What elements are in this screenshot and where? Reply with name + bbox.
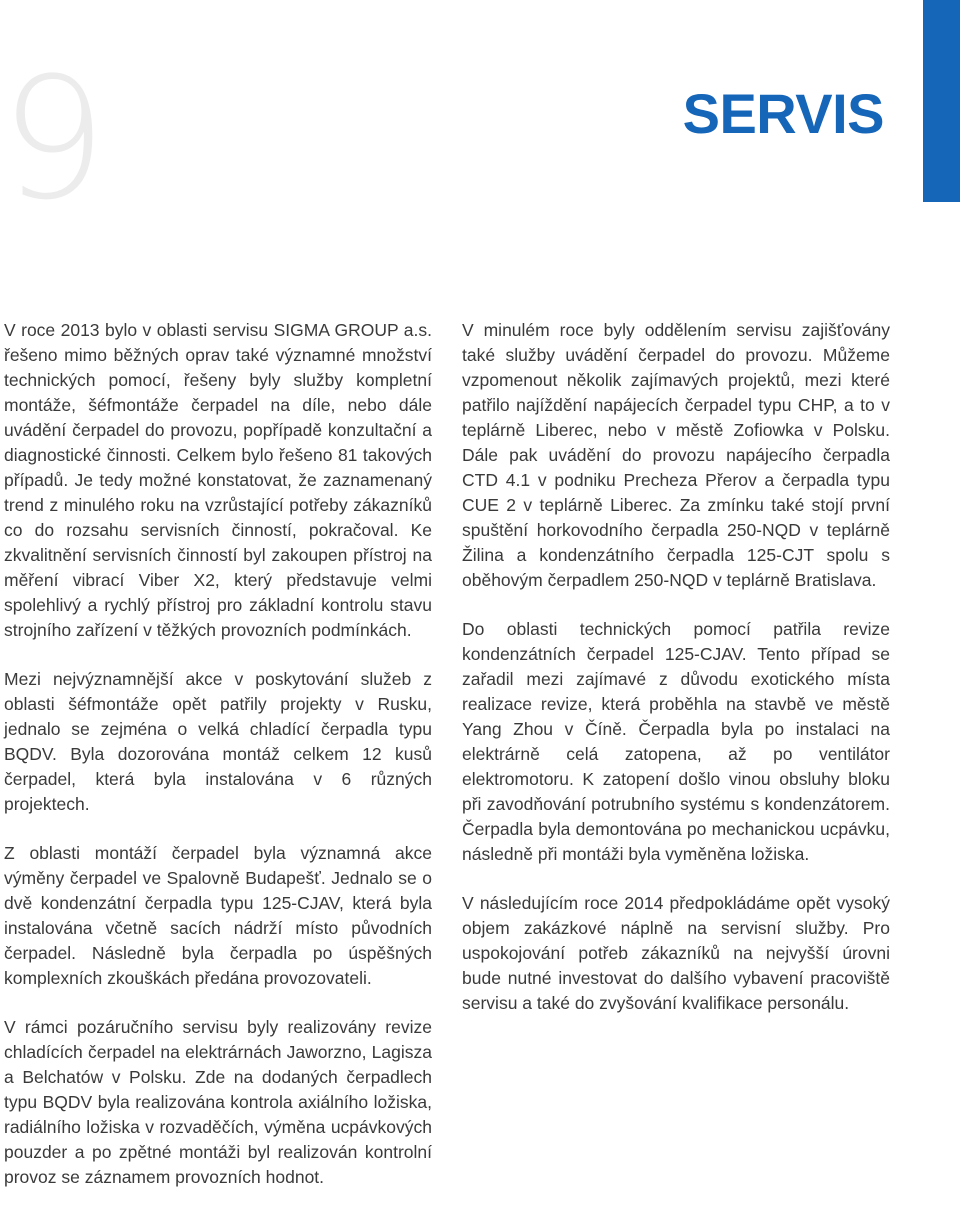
paragraph-post-warranty-poland: V rámci pozáručního servisu byly realizovány revize chladících čerpadel na elektrárnách Jaworzno, Lagisza a Belchatów v Polsku. Zde na dodaných čerpadlech typu BQDV byla realizována kontrola axiálního ložiska, radiálního ložiska v rozvaděčích, výměna ucpávkových pouzder a po zpětné montáži byl realizován kontrolní provoz se záznamem provozních hodnot. [4, 1017, 432, 1187]
paragraph-outlook-2014: V následujícím roce 2014 předpokládáme opět vysoký objem zakázkové náplně na servisní služby. Pro uspokojování potřeb zákazníků na nejvyšší úrovni bude nutné investovat do dalšího vybavení pracoviště servisu a také do zvyšování kvalifikace personálu. [462, 893, 890, 1013]
paragraph-commissioning: V minulém roce byly oddělením servisu zajišťovány také služby uvádění čerpadel do provozu. Můžeme vzpomenout několik zajímavých projektů, mezi které patřilo najíždění napájecích čerpadel typu CHP, a to v teplárně Liberec, nebo v městě Zofiowka v Polsku. Dále pak uvádění do provozu napájecího čerpadla CTD 4.1 v podniku Precheza Přerov a čerpadla typu CUE 2 v teplárně Liberec. Za zmínku také stojí první spuštění horkovodního čerpadla 250-NQD v teplárně Žilina a kondenzátního čerpadla 125-CJT spolu s oběhovým čerpadlem 250-NQD v teplárně Bratislava. [462, 320, 890, 590]
paragraph-budapest-installation: Z oblasti montáží čerpadel byla významná akce výměny čerpadel ve Spalovně Budapešť. Jednalo se o dvě kondenzátní čerpadla typu 125-CJAV, která byla instalována včetně sacích nádrží místo původních čerpadel. Následně byla čerpadla po úspěšných komplexních zkouškách předána provozovateli. [4, 843, 432, 988]
chapter-number: 9 [0, 41, 103, 237]
paragraph-technical-assistance-china: Do oblasti technických pomocí patřila revize kondenzátních čerpadel 125-CJAV. Tento případ se zařadil mezi zajímavé z důvodu exotického místa realizace revize, která proběhla na stavbě ve městě Yang Zhou v Číně. Čerpadla byla po instalaci na elektrárně celá zatopena, až po ventilátor elektromotoru. K zatopení došlo vinou obsluhy bloku při zavodňování potrubního systému s kondenzátorem. Čerpadla byla demontována po mechanickou ucpávku, následně při montáži byla vyměněna ložiska. [462, 619, 890, 864]
right-column [462, 318, 890, 1040]
paragraph-supervision-russia: Mezi nejvýznamnější akce v poskytování služeb z oblasti šéfmontáže opět patřily projekty v Rusku, jednalo se zejména o velká chladící čerpadla typu BQDV. Byla dozorována montáž celkem 12 kusů čerpadel, která byla instalována v 6 různých projektech. [4, 669, 432, 814]
accent-bar [923, 0, 960, 202]
paragraph-service-overview: V roce 2013 bylo v oblasti servisu SIGMA GROUP a.s. řešeno mimo běžných oprav také významné množství technických pomocí, řešeny byly služby kompletní montáže, šéfmontáže čerpadel na díle, nebo dále uvádění čerpadel do provozu, popřípadě konzultační a diagnostické činnosti. Celkem bylo řešeno 81 takových případů. Je tedy možné konstatovat, že zaznamenaný trend z minulého roku na vzrůstající potřeby zákazníků co do rozsahu servisních činností, pokračoval. Ke zkvalitnění servisních činností byl zakoupen přístroj na měření vibrací Viber X2, který představuje velmi spolehlivý a rychlý přístroj pro základní kontrolu stavu strojního zařízení v těžkých provozních podmínkách. [4, 320, 432, 640]
section-title: SERVIS [682, 82, 884, 145]
left-column [4, 318, 432, 1214]
